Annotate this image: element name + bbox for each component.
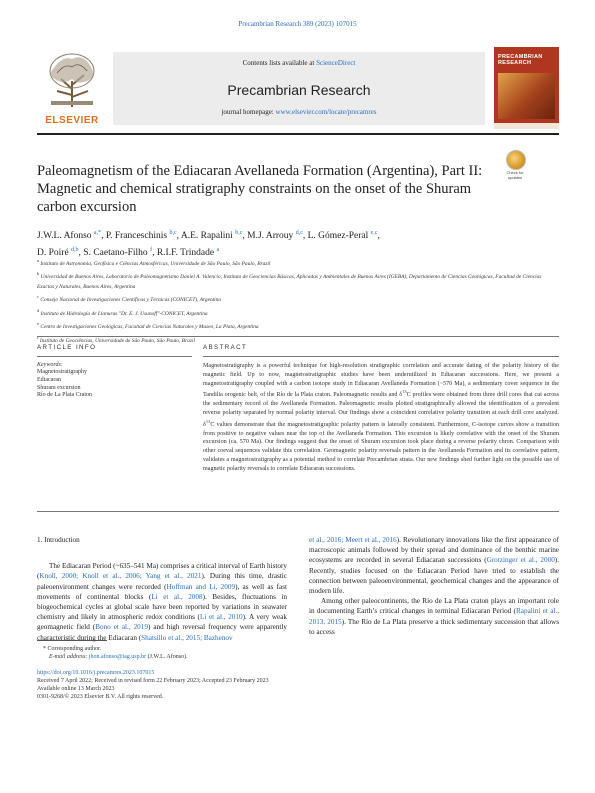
affiliation-text: Instituto de Astronomia, Geofísica e Ciências Atmosféricas, Universidade de São Paulo, São Paulo, Brazil: [40, 260, 271, 267]
citation-link[interactable]: Shatsillo et al., 2015; Bazhenov: [141, 633, 233, 642]
paragraph-text: ) and high reversal frequency were apparently characteristic during the Ediacaran (: [37, 623, 287, 642]
check-updates-label: [501, 170, 529, 180]
copyright-notice: 0301-9268/© 2023 Elsevier B.V. All rights reserved.: [37, 694, 164, 700]
check-for-updates-badge[interactable]: [501, 150, 529, 182]
journal-header: [37, 49, 559, 127]
author-affiliation-marker[interactable]: d,b: [71, 247, 79, 254]
abstract-segment: profiles were obtained from three drill cores that cut across the sedimentary record of the Avellaneda Formation. Paleomagnetic results plotted stratigraphically allowed the identification of a prevalent reverse polarity separated by normal polarity interval. Our findings show a coincident correlative polarity transition at each drill core analyzed.: [203, 392, 559, 417]
author-affiliation-marker[interactable]: b,c: [169, 230, 177, 236]
cover-footer: [494, 123, 559, 129]
check-updates-line2: updates: [507, 175, 523, 180]
cover-artwork: [498, 73, 555, 119]
author-affiliation-marker[interactable]: b,c: [235, 230, 243, 236]
homepage-link[interactable]: www.elsevier.com/locate/precamres: [275, 108, 377, 116]
citation-link[interactable]: Hoffman and Li, 2009: [166, 582, 236, 591]
affiliation-key: f: [37, 334, 39, 340]
affiliation-item: [37, 256, 559, 269]
author-separator: ,: [242, 231, 248, 242]
journal-cover-image[interactable]: [494, 47, 559, 129]
author-name: R.I.F. Trindade: [156, 248, 215, 259]
keyword-item: Shuram excursion: [37, 384, 81, 391]
affiliation-text: Consejo Nacional de Investigaciones Científicas y Técnicas (CONICET), Argentina: [40, 297, 222, 304]
isotope-superscript: 13: [402, 389, 407, 395]
author-name: J.W.L. Afonso: [37, 231, 92, 242]
author-separator: ,: [377, 231, 380, 242]
asterisk-marker: *: [43, 646, 46, 652]
paragraph-text: ). A very weak geomagnetic field (: [37, 613, 287, 632]
header-divider: [37, 133, 559, 135]
citation-link[interactable]: Li et al., 2008: [151, 592, 203, 601]
author-name: S. Caetano-Filho: [83, 248, 148, 259]
journal-homepage-line: [113, 108, 485, 116]
paragraph-text: ). Recently, studies focused on the Ediacaran Period have tried to establish the connection between paleoenvironmental, geochemical changes and the appearance of modern life.: [309, 556, 559, 596]
affiliation-list: [37, 256, 559, 346]
doi-link[interactable]: https://doi.org/10.1016/j.precamres.2023.107015: [37, 670, 155, 676]
affiliation-text: Universidad de Buenos Aires, Laboratorio de Paleomagnetismo Daniel A. Valencio, Instituto de Geociencias Básicas, Aplicadas y Ambientales de Buenos Aires (IGEBA), Departamento de Ciencias Geológicas, Facultad de Ciencias Exactas y Naturales, Buenos Aires, Argentina: [37, 274, 542, 290]
affiliation-key: e: [37, 321, 39, 327]
affiliation-item: [37, 269, 559, 292]
author-name: D. Poiré: [37, 248, 69, 259]
footnote: [37, 645, 337, 661]
article-info-heading: ARTICLE INFO: [37, 344, 97, 351]
intro-paragraph-2: [309, 596, 559, 637]
check-updates-line1: Check for: [506, 170, 524, 175]
author-name: M.J. Arrouy: [247, 231, 294, 242]
author-affiliation-marker[interactable]: a,*: [93, 230, 102, 236]
affiliation-item: [37, 306, 559, 319]
affiliation-text: Instituto de Hidrología de Llanuras "Dr. E. J. Usunoff"-CONICET, Argentina: [40, 310, 208, 317]
abstract-segment: values demonstrate that the magnetostratigraphic polarity pattern is laterally consistent. Furthermore, C-isotope curves show a transition from positive to negative values near the top of the Avellaneda Formation. This excursion is likely correlative with the onset of the Shuram excursion (ca. 570 Ma). Our findings suggest that the onset of Shuram excursion took place during a reverse polarity chron. Comparison with other coeval sequences validate this correlation. Geomagnetic polarity reversals pattern in the Avellaneda Formation and its correlative pattern, validates a magnetostratigraphy as a potential method to correlate Precambrian strata. Our new findings shed further light on the possible use of magnetic polarity reversals to correlate Ediacaran successions.: [203, 421, 559, 472]
contents-prefix: Contents lists available at: [242, 59, 317, 67]
paragraph-text: ). Revolutionary innovations like the first appearance of macroscopic animals followed by their spread and dominance of the benthic marine ecosystems are recorded in several Ediacaran successions (: [309, 536, 559, 565]
email-suffix: (J.W.L. Afonso).: [146, 654, 188, 660]
affiliation-item: [37, 292, 559, 305]
author-name: L. Gómez-Peral: [307, 231, 369, 242]
citation-link[interactable]: et al., 2016; Meert et al., 2016: [309, 536, 397, 544]
author-separator: ,: [101, 231, 106, 242]
received-dates: Received 7 April 2022; Received in revised form 22 February 2023; Accepted 23 February 2023: [37, 678, 269, 684]
paragraph-text: The Ediacaran Period (~635–541 Ma) comprises a critical interval of Earth history (: [37, 562, 287, 581]
author-affiliation-marker[interactable]: e,c: [370, 230, 378, 236]
check-updates-icon: [506, 150, 526, 170]
abstract-divider: [37, 511, 559, 512]
affiliation-key: d: [37, 307, 40, 313]
citation-link[interactable]: Rapalini et al., 2013, 2015: [309, 607, 559, 626]
citation-link[interactable]: Grotzinger et al., 2000: [486, 556, 555, 565]
sciencedirect-link[interactable]: ScienceDirect: [316, 59, 356, 67]
citation-link[interactable]: Knoll, 2000; Knoll et al., 2006; Yang et al., 2021: [39, 572, 202, 581]
contents-line: [113, 59, 485, 67]
elsevier-logo[interactable]: [37, 49, 107, 127]
abstract-text: [203, 362, 559, 474]
email-link[interactable]: jhon.afonso@iag.usp.br: [88, 654, 147, 660]
publisher-name: ELSEVIER: [45, 115, 99, 126]
journal-citation-link[interactable]: Precambrian Research 389 (2023) 107015: [238, 20, 357, 28]
keywords-list: [37, 369, 92, 400]
paragraph-text: ). During this time, drastic paleoenvironment changes were recorded (: [37, 572, 287, 591]
keywords-label: Keywords:: [37, 362, 63, 368]
author-affiliation-marker[interactable]: f: [150, 247, 153, 254]
affiliation-key: c: [37, 294, 39, 300]
abstract-heading: ABSTRACT: [203, 344, 248, 351]
elsevier-tree-icon: [43, 51, 101, 109]
cover-title: PRECAMBRIAN RESEARCH: [498, 54, 543, 66]
body-column-left: [37, 535, 287, 643]
delta-symbol: δ: [203, 421, 206, 428]
paragraph-text: ). The Río de La Plata preserve a thick sedimentary succession that allows to access: [309, 617, 560, 636]
abstract-segment: Magnetostratigraphy is a powerful technique for high-resolution stratigraphic correlation and accurate dating of the polarity history of the magnetic field. Up to now, magnetostratigraphic studies have been underutilized in Ediacaran successions. Here, we present a magnetostratigraphy coupled with a carbon isotope study in Ediacaran Avellaneda Formation (~570 Ma), a sedimentary cover sequence in the Tandilia orogenic belt, of the Río de la Plata craton. Paleomagnetic results and: [203, 363, 559, 399]
author-affiliation-marker[interactable]: d,c: [295, 230, 303, 236]
intro-paragraph-1-cont: [309, 535, 559, 596]
affiliation-text: Centro de Investigaciones Geológicas, Facultad de Ciencias Naturales y Museo, La Plata, Argentina: [40, 323, 259, 330]
keyword-item: Magnetostratigraphy: [37, 369, 87, 375]
email-label: E-mail address:: [49, 654, 89, 660]
intro-paragraph-1: [37, 561, 287, 643]
footnote-rule: [37, 640, 107, 641]
article-info-rule: [37, 356, 192, 357]
paragraph-text: ). Besides, fluctuations in biogeochemical cycles at global scale have been reported by variations in seawater chemistry and likely in atmospheric redox conditions (: [37, 592, 288, 622]
author-affiliation-marker[interactable]: a: [216, 247, 220, 254]
affiliation-item: [37, 319, 559, 332]
keyword-item: Ediacaran: [37, 376, 61, 383]
journal-title: Precambrian Research: [227, 82, 371, 98]
available-online: Available online 13 March 2023: [37, 686, 115, 692]
email-line: [37, 653, 337, 661]
corresponding-author-note: [37, 645, 337, 653]
affiliation-key: a: [37, 258, 39, 263]
keyword-item: Río de La Plata Craton: [37, 392, 92, 399]
carbon-symbol: C: [210, 421, 215, 428]
author-name: P. Franceschinis: [105, 231, 168, 242]
carbon-symbol: C: [406, 392, 411, 399]
affiliation-key: b: [37, 271, 40, 277]
affiliation-text: Instituto de Geociências, Universidade de São Paulo, São Paulo, Brazil: [39, 337, 195, 344]
paragraph-text: ), as well as fast movements of continental blocks (: [37, 582, 287, 601]
corresponding-label: Corresponding author.: [47, 646, 102, 652]
homepage-prefix: journal homepage:: [221, 108, 276, 116]
author-separator: ,: [302, 231, 308, 242]
author-separator: ,: [152, 248, 157, 259]
journal-info-box: [113, 52, 485, 125]
isotope-superscript: 13: [205, 418, 211, 424]
section-divider: [37, 336, 559, 337]
citation-link[interactable]: Li et al., 2010: [199, 613, 243, 622]
citation-link[interactable]: Bono et al., 2019: [95, 623, 148, 632]
author-name: A.E. Rapalini: [180, 231, 233, 242]
section-heading: 1. Introduction: [37, 536, 80, 544]
paragraph-text: Among other paleocontinents, the Río de La Plata craton plays an important role in documenting Earth’s critical changes in terminal Ediacaran Period (: [309, 597, 559, 616]
affiliation-item: [37, 333, 559, 346]
abstract-rule: [203, 356, 559, 357]
author-separator: ,: [78, 248, 84, 259]
article-history: [37, 669, 437, 701]
author-separator: ,: [176, 231, 181, 242]
delta-symbol: δ: [399, 392, 403, 399]
body-column-right: [309, 535, 559, 637]
article-title: Paleomagnetism of the Ediacaran Avellaneda Formation (Argentina), Part II: Magnetic and chemical stratigraphy constraints on the onset of the Shuram carbon excursion: [37, 163, 483, 215]
